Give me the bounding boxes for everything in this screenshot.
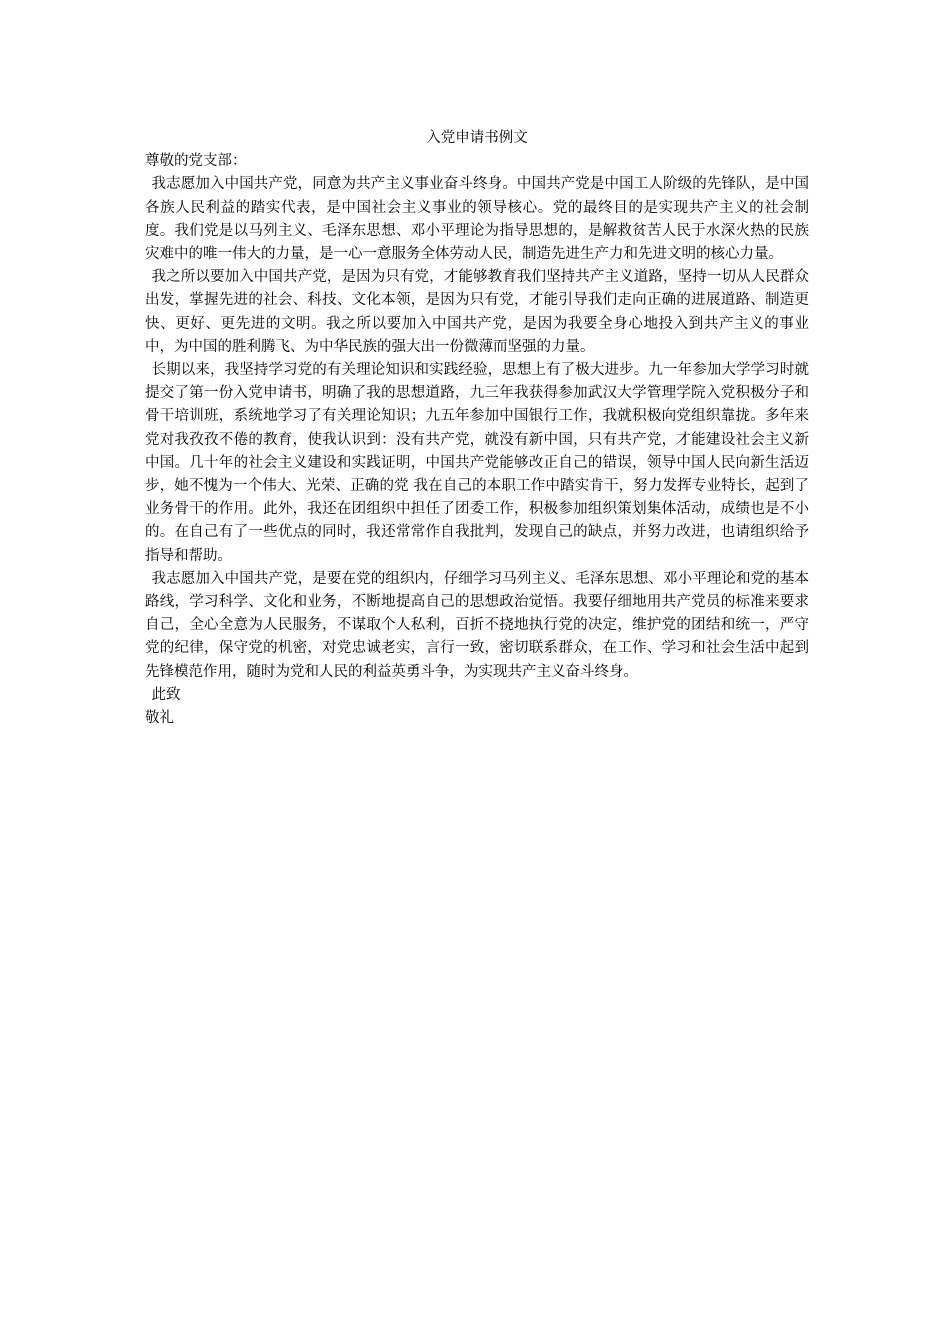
document-body xyxy=(145,127,809,730)
closing-salute: 敬礼 xyxy=(145,710,174,727)
closing-greeting: 此致 xyxy=(151,686,181,703)
document-title: 入党申请书例文 xyxy=(426,130,528,146)
paragraph-3: 长期以来，我坚持学习党的有关理论知识和实践经验，思想上有了极大进步。九一年参加大学学习时就提交了第一份入党申请书，明确了我的思想道路，九三年我获得参加武汉大学管理学院入党积极分子和骨干培训班，系统地学习了有关理论知识；九五年参加中国银行工作，我就积极向党组织靠拢。多年来党对我孜孜不倦的教育，使我认识到：没有共产党，就没有新中国，只有共产党，才能建设社会主义新中国。几十年的社会主义建设和实践证明，中国共产党能够改正自己的错误，领导中国人民向新生活迈步，她不愧为一个伟大、光荣、正确的党 我在自己的本职工作中踏实肯干，努力发挥专业特长，起到了业务骨干的作用。此外，我还在团组织中担任了团委工作，积极参加组织策划集体活动，成绩也是不小的。在自己有了一些优点的同时，我还常常作自我批判，发现自己的缺点，并努力改进，也请组织给予指导和帮助。 xyxy=(145,362,809,564)
paragraph-1: 我志愿加入中国共产党，同意为共产主义事业奋斗终身。中国共产党是中国工人阶级的先锋队，是中国各族人民利益的踏实代表，是中国社会主义事业的领导核心。党的最终目的是实现共产主义的社会制度。我们党是以马列主义、毛泽东思想、邓小平理论为指导思想的，是解救贫苦人民于水深火热的民族灾难中的唯一伟大的力量，是一心一意服务全体劳动人民，制造先进生产力和先进文明的核心力量。 xyxy=(145,176,809,263)
paragraph-2: 我之所以要加入中国共产党，是因为只有党，才能够教育我们坚持共产主义道路，坚持一切从人民群众出发，掌握先进的社会、科技、文化本领，是因为只有党，才能引导我们走向正确的进展道路、制造更快、更好、更先进的文明。我之所以要加入中国共产党，是因为我要全身心地投入到共产主义的事业中，为中国的胜利腾飞、为中华民族的强大出一份微薄而坚强的力量。 xyxy=(145,269,809,355)
salutation: 尊敬的党支部： xyxy=(145,153,247,170)
paragraph-4: 我志愿加入中国共产党，是要在党的组织内，仔细学习马列主义、毛泽东思想、邓小平理论和党的基本路线，学习科学、文化和业务，不断地提高自己的思想政治觉悟。我要仔细地用共产党员的标准来要求自己，全心全意为人民服务，不谋取个人私利，百折不挠地执行党的决定，维护党的团结和统一，严守党的纪律，保守党的机密，对党忠诚老实，言行一致，密切联系群众，在工作、学习和社会生活中起到先锋模范作用，随时为党和人民的利益英勇斗争，为实现共产主义奋斗终身。 xyxy=(145,570,809,680)
